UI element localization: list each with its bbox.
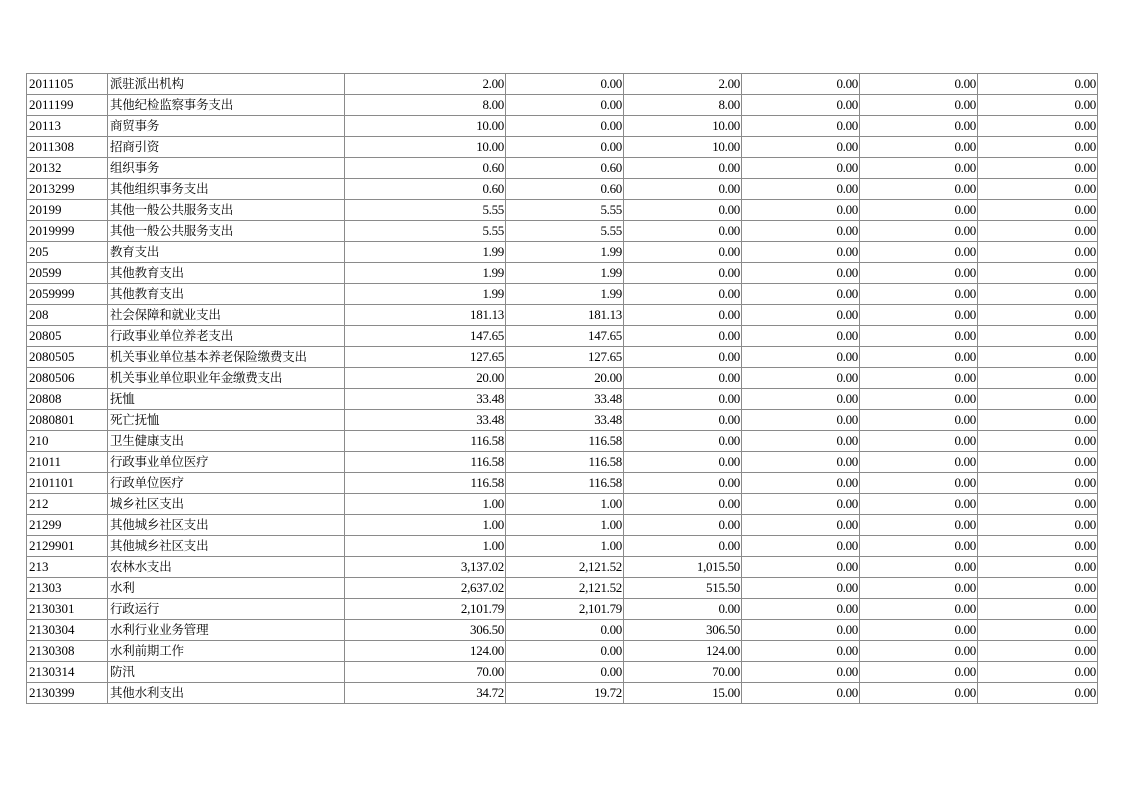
amount-cell: 33.48 — [506, 410, 624, 431]
subject-name-cell: 防汛 — [108, 662, 345, 683]
table-row — [27, 662, 1098, 683]
amount-cell: 0.00 — [860, 557, 978, 578]
amount-cell: 0.00 — [624, 473, 742, 494]
subject-name-cell: 商贸事务 — [108, 116, 345, 137]
amount-cell: 0.00 — [860, 389, 978, 410]
table-row — [27, 536, 1098, 557]
subject-code-cell: 2059999 — [27, 284, 108, 305]
subject-code-cell: 20808 — [27, 389, 108, 410]
amount-cell: 1.00 — [345, 494, 506, 515]
subject-code-cell: 2080505 — [27, 347, 108, 368]
amount-cell: 0.00 — [742, 74, 860, 95]
subject-code-cell: 2130314 — [27, 662, 108, 683]
subject-name-cell: 派驻派出机构 — [108, 74, 345, 95]
amount-cell: 0.00 — [742, 95, 860, 116]
subject-name-cell: 其他一般公共服务支出 — [108, 200, 345, 221]
amount-cell: 0.00 — [860, 683, 978, 704]
amount-cell: 0.00 — [624, 200, 742, 221]
amount-cell: 0.00 — [742, 683, 860, 704]
amount-cell: 0.00 — [860, 515, 978, 536]
amount-cell: 306.50 — [624, 620, 742, 641]
table-row — [27, 410, 1098, 431]
subject-name-cell: 卫生健康支出 — [108, 431, 345, 452]
amount-cell: 0.00 — [978, 578, 1098, 599]
subject-code-cell: 21303 — [27, 578, 108, 599]
amount-cell: 70.00 — [345, 662, 506, 683]
amount-cell: 0.00 — [624, 179, 742, 200]
table-row — [27, 641, 1098, 662]
amount-cell: 0.00 — [860, 158, 978, 179]
amount-cell: 116.58 — [506, 431, 624, 452]
subject-name-cell: 机关事业单位基本养老保险缴费支出 — [108, 347, 345, 368]
amount-cell: 2.00 — [345, 74, 506, 95]
amount-cell: 0.00 — [742, 263, 860, 284]
subject-name-cell: 组织事务 — [108, 158, 345, 179]
amount-cell: 0.00 — [742, 221, 860, 242]
amount-cell: 127.65 — [345, 347, 506, 368]
amount-cell: 0.00 — [624, 263, 742, 284]
table-row — [27, 557, 1098, 578]
amount-cell: 1.99 — [345, 263, 506, 284]
amount-cell: 0.00 — [860, 410, 978, 431]
table-row — [27, 137, 1098, 158]
subject-code-cell: 2130301 — [27, 599, 108, 620]
subject-name-cell: 教育支出 — [108, 242, 345, 263]
amount-cell: 0.00 — [624, 452, 742, 473]
amount-cell: 0.00 — [624, 494, 742, 515]
amount-cell: 0.00 — [860, 95, 978, 116]
amount-cell: 0.00 — [624, 284, 742, 305]
amount-cell: 0.00 — [742, 347, 860, 368]
amount-cell: 0.00 — [742, 137, 860, 158]
subject-name-cell: 其他城乡社区支出 — [108, 536, 345, 557]
amount-cell: 0.00 — [978, 74, 1098, 95]
amount-cell: 0.00 — [978, 200, 1098, 221]
amount-cell: 0.00 — [742, 242, 860, 263]
amount-cell: 0.00 — [978, 95, 1098, 116]
amount-cell: 0.00 — [860, 263, 978, 284]
subject-name-cell: 城乡社区支出 — [108, 494, 345, 515]
amount-cell: 33.48 — [345, 389, 506, 410]
amount-cell: 0.00 — [742, 578, 860, 599]
amount-cell: 0.00 — [978, 221, 1098, 242]
subject-code-cell: 2011308 — [27, 137, 108, 158]
amount-cell: 0.00 — [742, 284, 860, 305]
amount-cell: 0.00 — [506, 74, 624, 95]
amount-cell: 2,101.79 — [506, 599, 624, 620]
amount-cell: 0.00 — [860, 284, 978, 305]
amount-cell: 5.55 — [345, 200, 506, 221]
subject-code-cell: 20805 — [27, 326, 108, 347]
amount-cell: 0.00 — [506, 641, 624, 662]
amount-cell: 20.00 — [506, 368, 624, 389]
amount-cell: 0.00 — [978, 137, 1098, 158]
subject-name-cell: 行政事业单位医疗 — [108, 452, 345, 473]
subject-name-cell: 水利前期工作 — [108, 641, 345, 662]
amount-cell: 0.00 — [624, 389, 742, 410]
amount-cell: 147.65 — [506, 326, 624, 347]
table-row — [27, 179, 1098, 200]
amount-cell: 0.00 — [978, 473, 1098, 494]
subject-code-cell: 2019999 — [27, 221, 108, 242]
amount-cell: 33.48 — [345, 410, 506, 431]
amount-cell: 0.00 — [860, 431, 978, 452]
amount-cell: 0.00 — [624, 326, 742, 347]
amount-cell: 0.00 — [506, 662, 624, 683]
subject-code-cell: 2130399 — [27, 683, 108, 704]
table-row — [27, 473, 1098, 494]
subject-code-cell: 2130304 — [27, 620, 108, 641]
amount-cell: 0.00 — [860, 494, 978, 515]
amount-cell: 0.00 — [978, 410, 1098, 431]
subject-name-cell: 农林水支出 — [108, 557, 345, 578]
amount-cell: 0.00 — [742, 116, 860, 137]
subject-name-cell: 其他一般公共服务支出 — [108, 221, 345, 242]
amount-cell: 0.00 — [742, 305, 860, 326]
amount-cell: 0.00 — [978, 641, 1098, 662]
amount-cell: 5.55 — [506, 200, 624, 221]
amount-cell: 5.55 — [345, 221, 506, 242]
subject-code-cell: 205 — [27, 242, 108, 263]
table-row — [27, 599, 1098, 620]
amount-cell: 1.99 — [345, 284, 506, 305]
amount-cell: 0.00 — [624, 536, 742, 557]
amount-cell: 1.00 — [506, 515, 624, 536]
amount-cell: 10.00 — [624, 137, 742, 158]
amount-cell: 0.00 — [742, 452, 860, 473]
amount-cell: 0.00 — [506, 95, 624, 116]
amount-cell: 0.00 — [860, 599, 978, 620]
amount-cell: 116.58 — [506, 452, 624, 473]
subject-code-cell: 2129901 — [27, 536, 108, 557]
amount-cell: 0.00 — [860, 473, 978, 494]
subject-name-cell: 社会保障和就业支出 — [108, 305, 345, 326]
table-row — [27, 683, 1098, 704]
amount-cell: 1.00 — [345, 515, 506, 536]
amount-cell: 116.58 — [506, 473, 624, 494]
amount-cell: 181.13 — [506, 305, 624, 326]
amount-cell: 0.00 — [624, 368, 742, 389]
amount-cell: 306.50 — [345, 620, 506, 641]
amount-cell: 0.00 — [742, 515, 860, 536]
table-row — [27, 263, 1098, 284]
amount-cell: 0.00 — [742, 158, 860, 179]
amount-cell: 1.99 — [345, 242, 506, 263]
amount-cell: 34.72 — [345, 683, 506, 704]
subject-code-cell: 20599 — [27, 263, 108, 284]
amount-cell: 0.00 — [742, 557, 860, 578]
amount-cell: 2,637.02 — [345, 578, 506, 599]
amount-cell: 0.00 — [978, 683, 1098, 704]
amount-cell: 0.00 — [860, 179, 978, 200]
subject-name-cell: 水利行业业务管理 — [108, 620, 345, 641]
amount-cell: 0.00 — [860, 305, 978, 326]
amount-cell: 0.00 — [978, 599, 1098, 620]
subject-code-cell: 2011199 — [27, 95, 108, 116]
amount-cell: 0.00 — [860, 662, 978, 683]
table-row — [27, 200, 1098, 221]
amount-cell: 116.58 — [345, 473, 506, 494]
table-row — [27, 515, 1098, 536]
amount-cell: 0.60 — [506, 158, 624, 179]
subject-code-cell: 210 — [27, 431, 108, 452]
amount-cell: 20.00 — [345, 368, 506, 389]
amount-cell: 0.00 — [978, 620, 1098, 641]
subject-name-cell: 其他教育支出 — [108, 263, 345, 284]
table-row — [27, 74, 1098, 95]
amount-cell: 0.00 — [742, 179, 860, 200]
amount-cell: 0.00 — [742, 662, 860, 683]
amount-cell: 5.55 — [506, 221, 624, 242]
amount-cell: 0.00 — [978, 536, 1098, 557]
subject-name-cell: 行政事业单位养老支出 — [108, 326, 345, 347]
amount-cell: 0.00 — [860, 200, 978, 221]
table-row — [27, 494, 1098, 515]
amount-cell: 0.00 — [860, 641, 978, 662]
amount-cell: 0.00 — [860, 221, 978, 242]
subject-code-cell: 208 — [27, 305, 108, 326]
amount-cell: 1,015.50 — [624, 557, 742, 578]
subject-code-cell: 21011 — [27, 452, 108, 473]
amount-cell: 0.00 — [978, 179, 1098, 200]
table-row — [27, 620, 1098, 641]
amount-cell: 0.00 — [624, 242, 742, 263]
amount-cell: 0.00 — [624, 410, 742, 431]
amount-cell: 0.00 — [860, 242, 978, 263]
table-row — [27, 242, 1098, 263]
amount-cell: 0.00 — [624, 599, 742, 620]
amount-cell: 0.60 — [506, 179, 624, 200]
amount-cell: 1.00 — [506, 536, 624, 557]
subject-name-cell: 行政单位医疗 — [108, 473, 345, 494]
amount-cell: 1.99 — [506, 242, 624, 263]
amount-cell: 0.00 — [742, 326, 860, 347]
amount-cell: 0.00 — [742, 200, 860, 221]
amount-cell: 0.00 — [978, 158, 1098, 179]
amount-cell: 0.00 — [742, 599, 860, 620]
amount-cell: 8.00 — [345, 95, 506, 116]
amount-cell: 0.00 — [860, 137, 978, 158]
table-body — [27, 74, 1098, 704]
amount-cell: 2.00 — [624, 74, 742, 95]
amount-cell: 2,121.52 — [506, 557, 624, 578]
subject-name-cell: 招商引资 — [108, 137, 345, 158]
subject-code-cell: 2080801 — [27, 410, 108, 431]
amount-cell: 0.00 — [978, 452, 1098, 473]
subject-name-cell: 其他组织事务支出 — [108, 179, 345, 200]
amount-cell: 0.00 — [860, 347, 978, 368]
amount-cell: 0.00 — [742, 620, 860, 641]
amount-cell: 0.00 — [742, 641, 860, 662]
table-row — [27, 578, 1098, 599]
amount-cell: 0.00 — [860, 116, 978, 137]
amount-cell: 0.00 — [860, 326, 978, 347]
subject-code-cell: 2080506 — [27, 368, 108, 389]
amount-cell: 116.58 — [345, 431, 506, 452]
table-row — [27, 368, 1098, 389]
subject-code-cell: 213 — [27, 557, 108, 578]
amount-cell: 0.00 — [506, 116, 624, 137]
amount-cell: 0.00 — [978, 368, 1098, 389]
amount-cell: 0.00 — [860, 578, 978, 599]
amount-cell: 0.00 — [860, 74, 978, 95]
amount-cell: 0.00 — [860, 536, 978, 557]
amount-cell: 0.00 — [978, 662, 1098, 683]
subject-name-cell: 其他纪检监察事务支出 — [108, 95, 345, 116]
table-row — [27, 158, 1098, 179]
table-row — [27, 326, 1098, 347]
subject-code-cell: 2101101 — [27, 473, 108, 494]
amount-cell: 0.00 — [624, 158, 742, 179]
amount-cell: 0.00 — [742, 494, 860, 515]
subject-code-cell: 21299 — [27, 515, 108, 536]
table-row — [27, 389, 1098, 410]
amount-cell: 181.13 — [345, 305, 506, 326]
subject-name-cell: 行政运行 — [108, 599, 345, 620]
amount-cell: 0.00 — [978, 242, 1098, 263]
subject-name-cell: 死亡抚恤 — [108, 410, 345, 431]
amount-cell: 0.00 — [742, 473, 860, 494]
table-row — [27, 452, 1098, 473]
subject-code-cell: 2013299 — [27, 179, 108, 200]
amount-cell: 1.99 — [506, 284, 624, 305]
amount-cell: 0.00 — [742, 410, 860, 431]
table-row — [27, 431, 1098, 452]
table-row — [27, 305, 1098, 326]
amount-cell: 0.00 — [978, 557, 1098, 578]
amount-cell: 15.00 — [624, 683, 742, 704]
amount-cell: 0.00 — [506, 137, 624, 158]
subject-name-cell: 其他水利支出 — [108, 683, 345, 704]
amount-cell: 127.65 — [506, 347, 624, 368]
amount-cell: 0.00 — [860, 368, 978, 389]
amount-cell: 2,101.79 — [345, 599, 506, 620]
amount-cell: 1.99 — [506, 263, 624, 284]
amount-cell: 0.00 — [624, 221, 742, 242]
amount-cell: 0.00 — [978, 389, 1098, 410]
amount-cell: 8.00 — [624, 95, 742, 116]
amount-cell: 19.72 — [506, 683, 624, 704]
amount-cell: 0.00 — [978, 263, 1098, 284]
amount-cell: 0.00 — [978, 116, 1098, 137]
amount-cell: 0.00 — [978, 494, 1098, 515]
amount-cell: 124.00 — [624, 641, 742, 662]
amount-cell: 515.50 — [624, 578, 742, 599]
amount-cell: 0.00 — [978, 515, 1098, 536]
subject-code-cell: 212 — [27, 494, 108, 515]
amount-cell: 0.00 — [860, 620, 978, 641]
amount-cell: 0.00 — [624, 431, 742, 452]
amount-cell: 0.00 — [978, 326, 1098, 347]
amount-cell: 124.00 — [345, 641, 506, 662]
subject-name-cell: 其他教育支出 — [108, 284, 345, 305]
subject-code-cell: 20132 — [27, 158, 108, 179]
subject-code-cell: 2130308 — [27, 641, 108, 662]
amount-cell: 0.00 — [624, 305, 742, 326]
amount-cell: 0.00 — [742, 368, 860, 389]
amount-cell: 2,121.52 — [506, 578, 624, 599]
amount-cell: 10.00 — [345, 116, 506, 137]
subject-code-cell: 20199 — [27, 200, 108, 221]
amount-cell: 116.58 — [345, 452, 506, 473]
budget-expenditure-table — [26, 73, 1098, 704]
subject-code-cell: 20113 — [27, 116, 108, 137]
amount-cell: 0.00 — [860, 452, 978, 473]
amount-cell: 3,137.02 — [345, 557, 506, 578]
amount-cell: 1.00 — [345, 536, 506, 557]
subject-name-cell: 机关事业单位职业年金缴费支出 — [108, 368, 345, 389]
amount-cell: 70.00 — [624, 662, 742, 683]
amount-cell: 0.00 — [506, 620, 624, 641]
amount-cell: 33.48 — [506, 389, 624, 410]
amount-cell: 10.00 — [345, 137, 506, 158]
amount-cell: 0.60 — [345, 179, 506, 200]
amount-cell: 0.00 — [624, 347, 742, 368]
amount-cell: 0.00 — [624, 515, 742, 536]
subject-name-cell: 其他城乡社区支出 — [108, 515, 345, 536]
amount-cell: 0.00 — [978, 431, 1098, 452]
table-row — [27, 116, 1098, 137]
table-row — [27, 95, 1098, 116]
subject-code-cell: 2011105 — [27, 74, 108, 95]
amount-cell: 0.00 — [742, 389, 860, 410]
table-row — [27, 284, 1098, 305]
amount-cell: 0.00 — [742, 431, 860, 452]
table-row — [27, 347, 1098, 368]
amount-cell: 0.00 — [978, 284, 1098, 305]
subject-name-cell: 水利 — [108, 578, 345, 599]
amount-cell: 1.00 — [506, 494, 624, 515]
table-row — [27, 221, 1098, 242]
amount-cell: 0.00 — [742, 536, 860, 557]
amount-cell: 10.00 — [624, 116, 742, 137]
subject-name-cell: 抚恤 — [108, 389, 345, 410]
amount-cell: 0.60 — [345, 158, 506, 179]
amount-cell: 0.00 — [978, 305, 1098, 326]
amount-cell: 147.65 — [345, 326, 506, 347]
amount-cell: 0.00 — [978, 347, 1098, 368]
